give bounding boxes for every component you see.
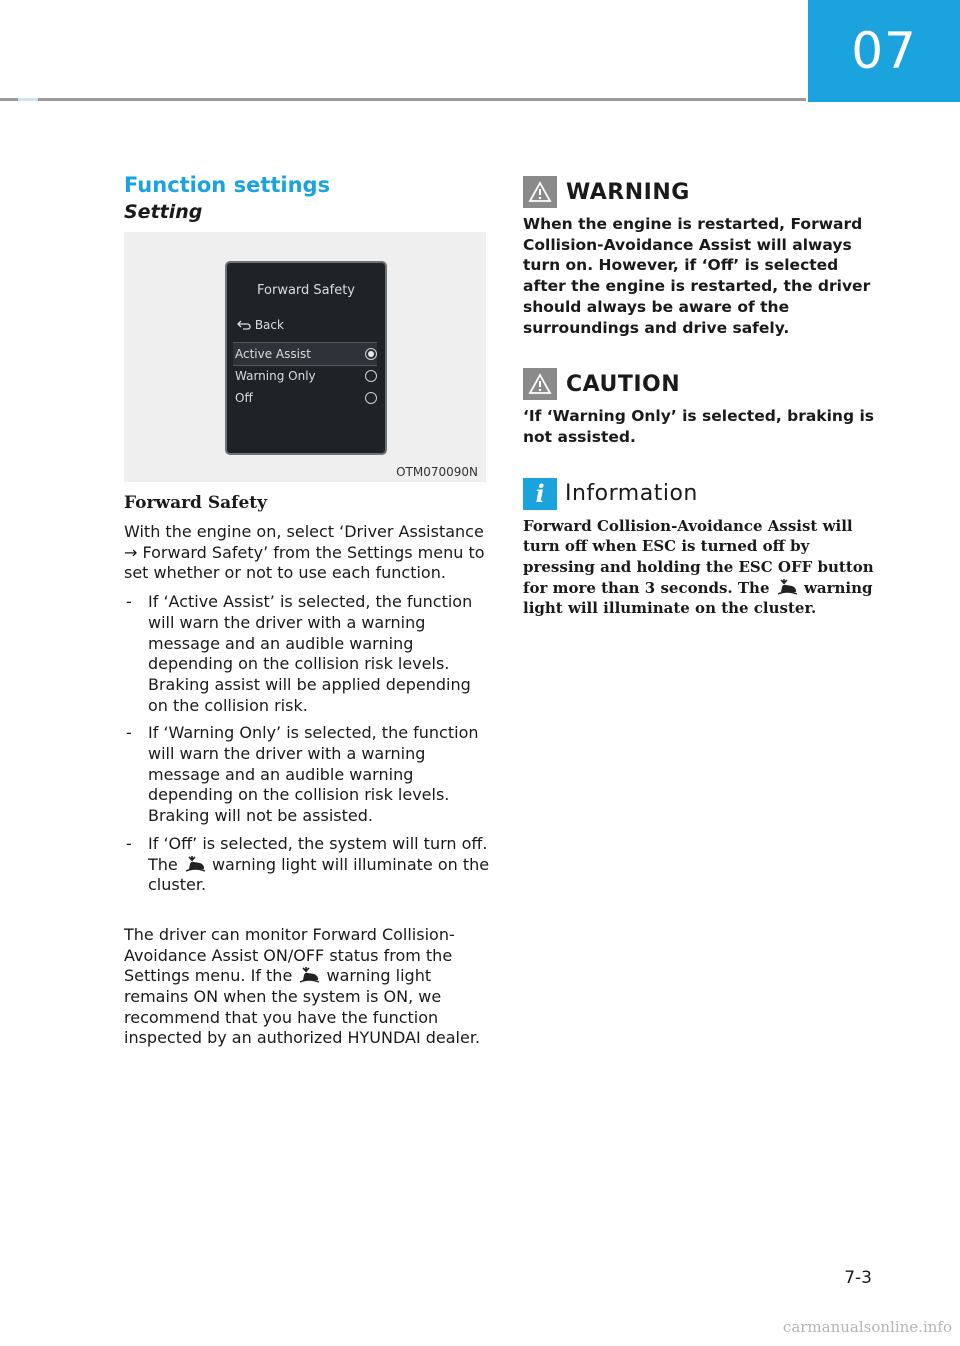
info-text-b: warning light will illuminate on the cluster. <box>523 578 873 618</box>
bullet-dash: - <box>126 592 132 612</box>
intro-text: With the engine on, select ‘Driver Assistance → Forward Safety’ from the Settings menu to set whether or not to use each function. <box>124 522 485 583</box>
page-number: 7-3 <box>844 1268 872 1288</box>
option-label: Warning Only <box>235 369 316 383</box>
back-menu-item <box>237 318 284 332</box>
option-label: Active Assist <box>235 347 311 361</box>
bullet-off <box>124 834 490 896</box>
info-box <box>523 478 883 620</box>
monitor-text-a: The driver can monitor Forward Collision-Avoidance Assist ON/OFF status from the Settings menu. If the <box>124 924 455 986</box>
fca-warning-light-icon <box>183 855 207 873</box>
monitor-text <box>124 925 490 1049</box>
caution-text: ‘If ‘Warning Only’ is selected, braking is not assisted. <box>523 407 874 446</box>
option-warning-only <box>233 365 377 387</box>
warning-triangle-icon <box>523 368 557 400</box>
radio-selected-icon <box>365 348 377 360</box>
bullet-text: If ‘Warning Only’ is selected, the function will warn the driver with a warning message and an audible warning depending on the collision risk levels. Braking will not be assisted. <box>148 723 479 826</box>
left-column <box>124 170 490 1049</box>
bullet-text: If ‘Active Assist’ is selected, the function will warn the driver with a warning message and an audible warning depending on the collision risk levels. Braking assist will be applied depending on the collision risk. <box>148 592 473 715</box>
cluster-screen <box>225 261 387 455</box>
option-off <box>233 387 377 409</box>
header-rule-accent <box>18 98 38 101</box>
warning-triangle-icon <box>523 176 557 208</box>
option-bullets <box>124 592 490 896</box>
fca-warning-light-icon <box>775 578 799 596</box>
chapter-tab: 07 <box>808 0 960 102</box>
bullet-text-a: If ‘Off’ is selected, the system will turn off. The <box>148 833 488 874</box>
info-text <box>523 516 883 620</box>
back-label: Back <box>254 318 284 332</box>
option-label: Off <box>235 391 253 405</box>
section-title: Function settings <box>124 173 331 197</box>
caution-header <box>523 368 883 400</box>
bullet-dash: - <box>126 833 132 853</box>
subsection-title: Setting <box>124 201 203 223</box>
radio-empty-icon <box>365 370 377 382</box>
monitor-text-b: warning light remains ON when the system is ON, we recommend that you have the function inspected by an authorized HYUNDAI dealer. <box>124 966 481 1048</box>
warning-header <box>523 176 883 208</box>
screen-title: Forward Safety <box>257 283 355 298</box>
warning-box <box>523 176 883 338</box>
info-text-a: Forward Collision-Avoidance Assist will turn off when ESC is turned off by pressing and holding the ESC OFF button for more than 3 seconds. The <box>523 516 874 597</box>
caution-title: CAUTION <box>566 371 681 397</box>
info-title: Information <box>565 481 698 507</box>
paragraph-heading: Forward Safety <box>124 493 267 513</box>
right-column <box>523 176 883 619</box>
bullet-warning-only <box>124 723 490 827</box>
bullet-dash: - <box>126 723 132 743</box>
warning-text: When the engine is restarted, Forward Collision-Avoidance Assist will always turn on. However, if ‘Off’ is selected after the engine is restarted, the driver should always be aware of the surroundings and drive safely. <box>523 215 871 337</box>
option-active-assist <box>233 342 377 366</box>
bullet-text-b: warning light will illuminate on the cluster. <box>148 854 490 895</box>
header-rule <box>0 98 806 101</box>
bullet-active-assist <box>124 592 490 716</box>
caution-box <box>523 368 883 447</box>
info-icon: i <box>523 478 557 510</box>
warning-title: WARNING <box>566 179 690 205</box>
info-header <box>523 478 883 510</box>
back-arrow-icon <box>237 320 251 330</box>
fca-warning-light-icon <box>297 966 321 984</box>
radio-empty-icon <box>365 392 377 404</box>
figure-code: OTM070090N <box>396 465 478 479</box>
settings-figure <box>124 232 486 482</box>
watermark: carmanualsonline.info <box>782 1318 952 1336</box>
